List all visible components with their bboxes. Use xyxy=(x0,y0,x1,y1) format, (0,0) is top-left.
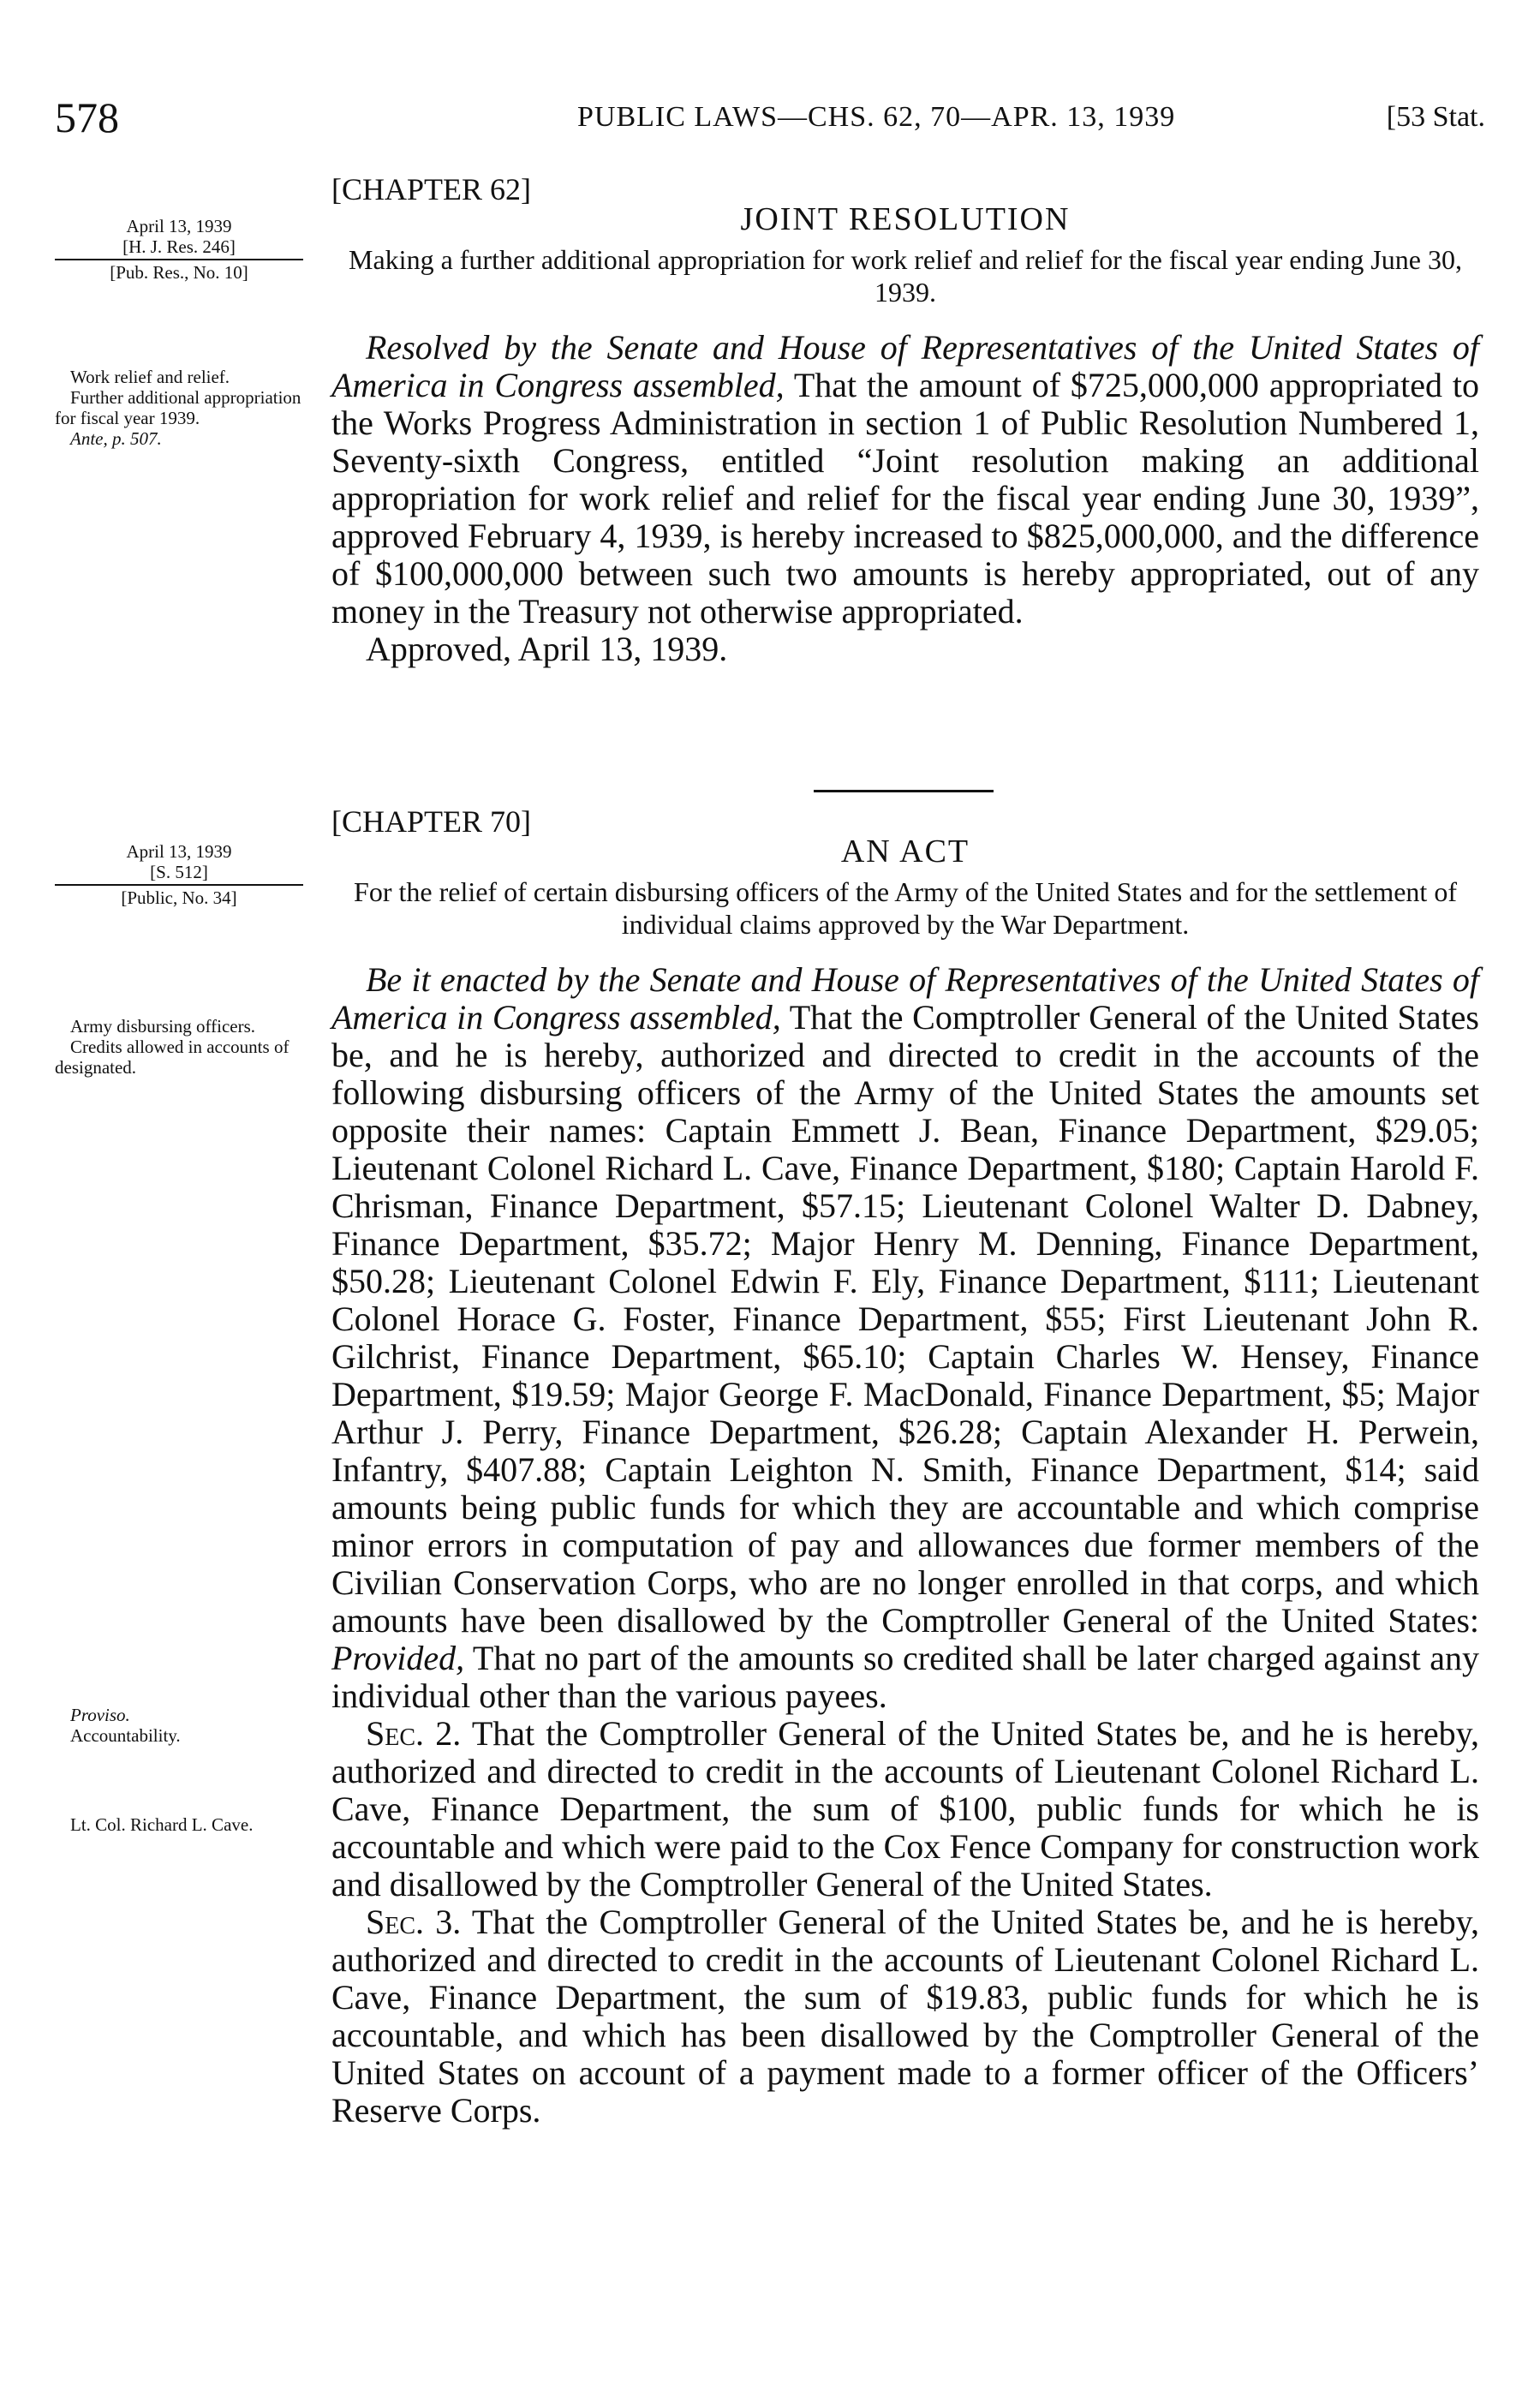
ch62-note-ante: Ante, p. 507. xyxy=(70,428,162,449)
ch70-note-credits: Credits allowed in accounts of designated. xyxy=(55,1037,289,1078)
ch62-note-work-relief: Work relief and relief. xyxy=(70,367,230,387)
ch70-note-proviso: Proviso. xyxy=(70,1705,130,1725)
ch70-sec2-label: Sec. 2. xyxy=(366,1714,462,1753)
ch70-provided: Provided, xyxy=(331,1639,465,1677)
ch70-body xyxy=(331,961,1479,2130)
ch70-margin-rule xyxy=(55,884,303,886)
ch62-margin-notes xyxy=(55,367,303,449)
ch62-enacting-clause: Resolved by the Senate and House of Representatives of the United States of America in Congress assembled, xyxy=(331,328,1479,404)
ch70-note-accountability: Accountability. xyxy=(70,1725,181,1746)
ch70-subtitle: For the relief of certain disbursing officers of the Army of the United States and for the settlement of individual claims approved by the War Department. xyxy=(354,876,1457,940)
ch70-sec3-label: Sec. 3. xyxy=(366,1903,462,1941)
ch70-note-cave: Lt. Col. Richard L. Cave. xyxy=(70,1814,254,1835)
ch62-margin-law: [Pub. Res., No. 10] xyxy=(110,262,248,283)
chapter-separator xyxy=(814,790,994,792)
ch70-heading: AN ACT xyxy=(840,834,970,869)
ch70-sec3-text: That the Comptroller General of the United States be, and he is hereby, authorized and directed to credit in the accounts of Lieutenant Colonel Richard L. Cave, Finance Department, the sum of $19.83, public funds for which he is accountable, and which has been disallowed by the Comptroller General of the United States on account of a payment made to a former officer of the Officers’ Reserve Corps. xyxy=(331,1903,1480,2130)
running-title: PUBLIC LAWS—CHS. 62, 70—APR. 13, 1939 xyxy=(577,101,1176,133)
ch70-chapter-label: [CHAPTER 70] xyxy=(331,804,531,839)
ch70-margin-proviso xyxy=(55,1705,303,1746)
ch62-body xyxy=(331,329,1479,668)
ch62-approved: Approved, April 13, 1939. xyxy=(366,630,728,668)
ch70-margin-bill: [S. 512] xyxy=(150,862,208,882)
ch62-resolution-text: That the amount of $725,000,000 appropriated to the Works Progress Administration in section 1 of Public Resolution Numbered 1, Seventy-sixth Congress, entitled “Joint resolution making an additional appropriation for work relief and relief for the fiscal year ending June 30, 1939”, approved February 4, 1939, is hereby increased to $825,000,000, and the difference of $100,000,000 between such two amounts is hereby appropriated, out of any money in the Treasury not otherwise appropriated. xyxy=(331,366,1479,630)
ch62-margin-citation xyxy=(55,216,303,283)
ch70-enacting-clause: Be it enacted by the Senate and House of Representatives of the United States of America in Congress assembled, xyxy=(331,960,1479,1037)
ch70-section1-text: That the Comptroller General of the United States be, and he is hereby, authorized and directed to credit in the accounts of the following disbursing officers of the Army of the United States the amounts set opposite their names: Captain Emmett J. Bean, Finance Department, $29.05; Lieutenant Colonel Richard L. Cave, Finance Department, $180; Captain Harold F. Chrisman, Finance Department, $57.15; Lieutenant Colonel Walter D. Dabney, Finance Department, $35.72; Major Henry M. Denning, Finance Department, $50.28; Lieutenant Colonel Edwin F. Ely, Finance Department, $111; Lieutenant Colonel Horace G. Foster, Finance Department, $55; First Lieutenant John R. Gilchrist, Finance Department, $65.10; Captain Charles W. Hensey, Finance Department, $19.59; Major George F. MacDonald, Finance Department, $5; Major Arthur J. Perry, Finance Department, $26.28; Captain Alexander H. Perwein, Infantry, $407.88; Captain Leighton N. Smith, Finance Department, $14; said amounts being public funds for which they are accountable and which comprise minor errors in computation of pay and allowances due former members of the Civilian Conservation Corps, who are no longer enrolled in that corps, and which amounts have been disallowed by the Comptroller General of the United States: xyxy=(331,998,1480,1640)
ch70-margin-date: April 13, 1939 xyxy=(126,841,232,862)
statute-volume: [53 Stat. xyxy=(1386,101,1485,133)
ch70-proviso-text: That no part of the amounts so credited shall be later charged against any individual other than the various payees. xyxy=(331,1639,1479,1715)
page-number: 578 xyxy=(55,93,119,141)
running-header xyxy=(55,93,1485,144)
ch70-note-army-officers: Army disbursing officers. xyxy=(70,1016,255,1037)
ch70-margin-law: [Public, No. 34] xyxy=(121,887,237,908)
ch62-note-appropriation: Further additional appropriation for fiscal year 1939. xyxy=(55,387,301,428)
ch70-margin-cave xyxy=(55,1814,303,1835)
chapter-62 xyxy=(331,171,1479,668)
ch62-margin-bill: [H. J. Res. 246] xyxy=(122,236,236,257)
chapter-70 xyxy=(331,804,1479,2130)
ch62-subtitle: Making a further additional appropriation for work relief and relief for the fiscal year ending June 30, 1939. xyxy=(349,244,1462,308)
ch70-margin-notes xyxy=(55,1016,303,1078)
ch62-heading: JOINT RESOLUTION xyxy=(740,201,1071,237)
ch70-sec2-text: That the Comptroller General of the United States be, and he is hereby, authorized and directed to credit in the accounts of Lieutenant Colonel Richard L. Cave, Finance Department, the sum of $100, public funds for which he is accountable and which were paid to the Cox Fence Company for construction work and disallowed by the Comptroller General of the United States. xyxy=(331,1714,1480,1903)
ch62-chapter-label: [CHAPTER 62] xyxy=(331,172,531,206)
ch70-margin-citation xyxy=(55,841,303,908)
ch62-margin-rule xyxy=(55,259,303,260)
ch62-margin-date: April 13, 1939 xyxy=(126,216,232,236)
